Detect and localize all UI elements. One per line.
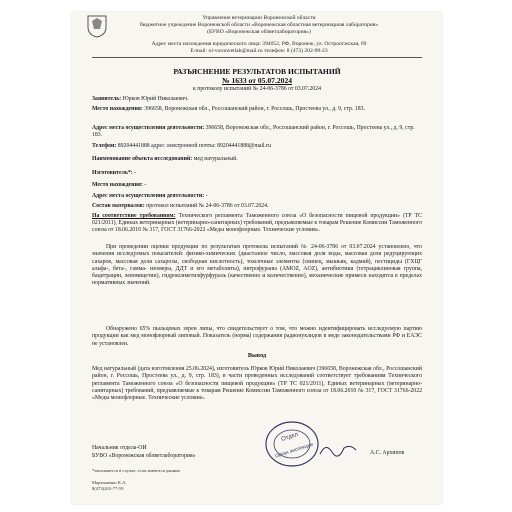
conclusion-title: Вывод [247,352,267,359]
stamp-top-text: Отдел [280,431,300,443]
location-label: Место нахождения: [92,106,143,112]
header-line-1: Управление ветеринарии Воронежской области [202,15,316,21]
header-divider [92,57,422,58]
phone-value: 89204441888 адрес электронной почты: 89204441888@mail.ru [117,143,271,149]
conclusion-text: Мед натуральный (дата изготовления 25.06.2024), изготовитель Юрков Юрий Николаевич (396658, Воронежская обл., Россошанский район, г. Россошь, Простеева ул., д. 9, стр. 183), в части проведенных исследований соответствует требованиям Технического регламента Таможенного союза «О безопасности пищевой продукции» (ТР ТС 021/2011), Единых ветеринарных (ветеринарно-санитарных) требований, предъявляемые к товарам Решение Комиссии Таможенного союза от 18.06.2010 № 317, ГОСТ 31766-2022 «Меды монофлорные. Технические условия». [92,366,422,402]
footnote: *заполняется в случае, если имеются данные [92,468,181,473]
manufacturer-value: - [134,170,137,176]
document-title: РАЗЪЯСНЕНИЕ РЕЗУЛЬТАТОВ ИСПЫТАНИЙ [173,67,341,76]
stamp-bottom-text: Орган инспекции [274,441,314,460]
composition-row [92,203,422,210]
applicant-value: Юрков Юрий Николаевич. [122,96,189,102]
manufacturer-address-row [92,193,422,200]
composition-label: Состав материалов: [92,203,145,209]
header-line-2: бюджетное учреждение Воронежской области «Воронежская областная ветеринарная лаборатория» [139,22,379,28]
manufacturer-address-value: - [205,193,208,199]
header-line-5: E-mail: oi-voronvetlab@mail.ru телефон: 8 (473) 202-99-23 [190,48,328,54]
applicant-label: Заявитель: [92,96,122,102]
location-row [92,106,422,113]
compliance-value: Технического регламента Таможенного союза «О безопасности пищевой продукции» (ТР ТС 021/2011), Единых ветеринарных (ветеринарно-санитарных) требований, предъявляемые к товарам Решение Комиссии Таможенного союза от 18.06.2010 № 317, ГОСТ 31766-2022 «Меды монофлорные. Технические условия». [92,213,422,234]
manufacturer-location-row [92,182,422,189]
signature-scribble [318,440,358,460]
composition-value: протокол испытаний № 24-06-3786 от 03.07.2024. [146,203,269,209]
object-value: мед натуральный. [193,156,238,162]
executor-phone: 8(473)202-77-59 [92,486,124,491]
document-number: № 1633 от 05.07.2024 [221,76,293,85]
object-row [92,156,422,163]
organization-stamp [262,418,322,470]
compliance-label: На соответствие требованиям: [92,213,176,219]
signer-name: А.С. Архипов [370,450,405,456]
signer-position-1: Начальник отдела-ОИ [92,445,147,451]
activity-address-label: Адрес места осуществления деятельности: [92,125,205,131]
results-paragraph-1: При проведении оценки продукции по результатам протокола испытаний № 24-06-3786 от 03.07.2024 установлено, что значения исследуемых показателей: физико-химических (диастазное число, массовая доля воды, массовая доля редуцирующих сахаров, массовая доля сахарозы, свободная кислотность), токсичные элементы (свинец, мышьяк, кадмий), пестициды (ГХЦГ альфа-, бета-, гамма- изомеры, ДДТ и его метаболиты), нитрофураны (АМОZ, AOZ), антибиотики (тетрациклиновая группа, бацитрацин, левомицетин), гидроксиметилфурфураль (качественно и количественно), механические примеси находятся в пределах нормативных значений. [92,244,422,287]
activity-address-value: 396658, Воронежская обл., Россошанский район, г. Россошь, Простеева ул., д. 9, стр. 183. [92,125,415,139]
phone-row [92,143,422,150]
signer-position-2: БУВО «Воронежская облветлаборатория» [92,453,196,459]
compliance-row [92,213,422,235]
applicant-row [92,96,422,103]
protocol-reference: к протоколу испытаний № 24-06-3786 от 03.07.2024 [192,86,321,92]
executor-name: Мартыненко К.А. [92,480,127,485]
manufacturer-location-label: Место нахождения: [92,182,143,188]
manufacturer-label: Изготовитель*: [92,170,133,176]
activity-address-row [92,125,422,139]
manufacturer-location-value: - [144,182,147,188]
results-paragraph-2: Обнаружено 65% пыльцевых зерен липы, что свидетельствует о том, что можно идентифицировать исследуемую партию продукции как мед монофлорный липовый. Показатель (норма) содержания радионуклидов в меде законодательствами РФ и ЕАЭС не установлен. [92,326,422,347]
header-line-3: (БУВО «Воронежская облветлаборатория») [207,29,311,35]
object-label: Наименование объекта исследований: [92,156,193,162]
manufacturer-address-label: Адрес места осуществления деятельности: [92,193,205,199]
location-value: 396658, Воронежская обл., Россошанский район, г. Россошь, Простеева ул., д. 9, стр. 183. [144,106,365,112]
manufacturer-row [92,170,422,177]
phone-label: Телефон: [92,143,117,149]
header-line-4: Адрес места нахождения юридического лица: 394052, РФ, Воронеж, ул. Остроогжская, 69 [151,41,367,47]
